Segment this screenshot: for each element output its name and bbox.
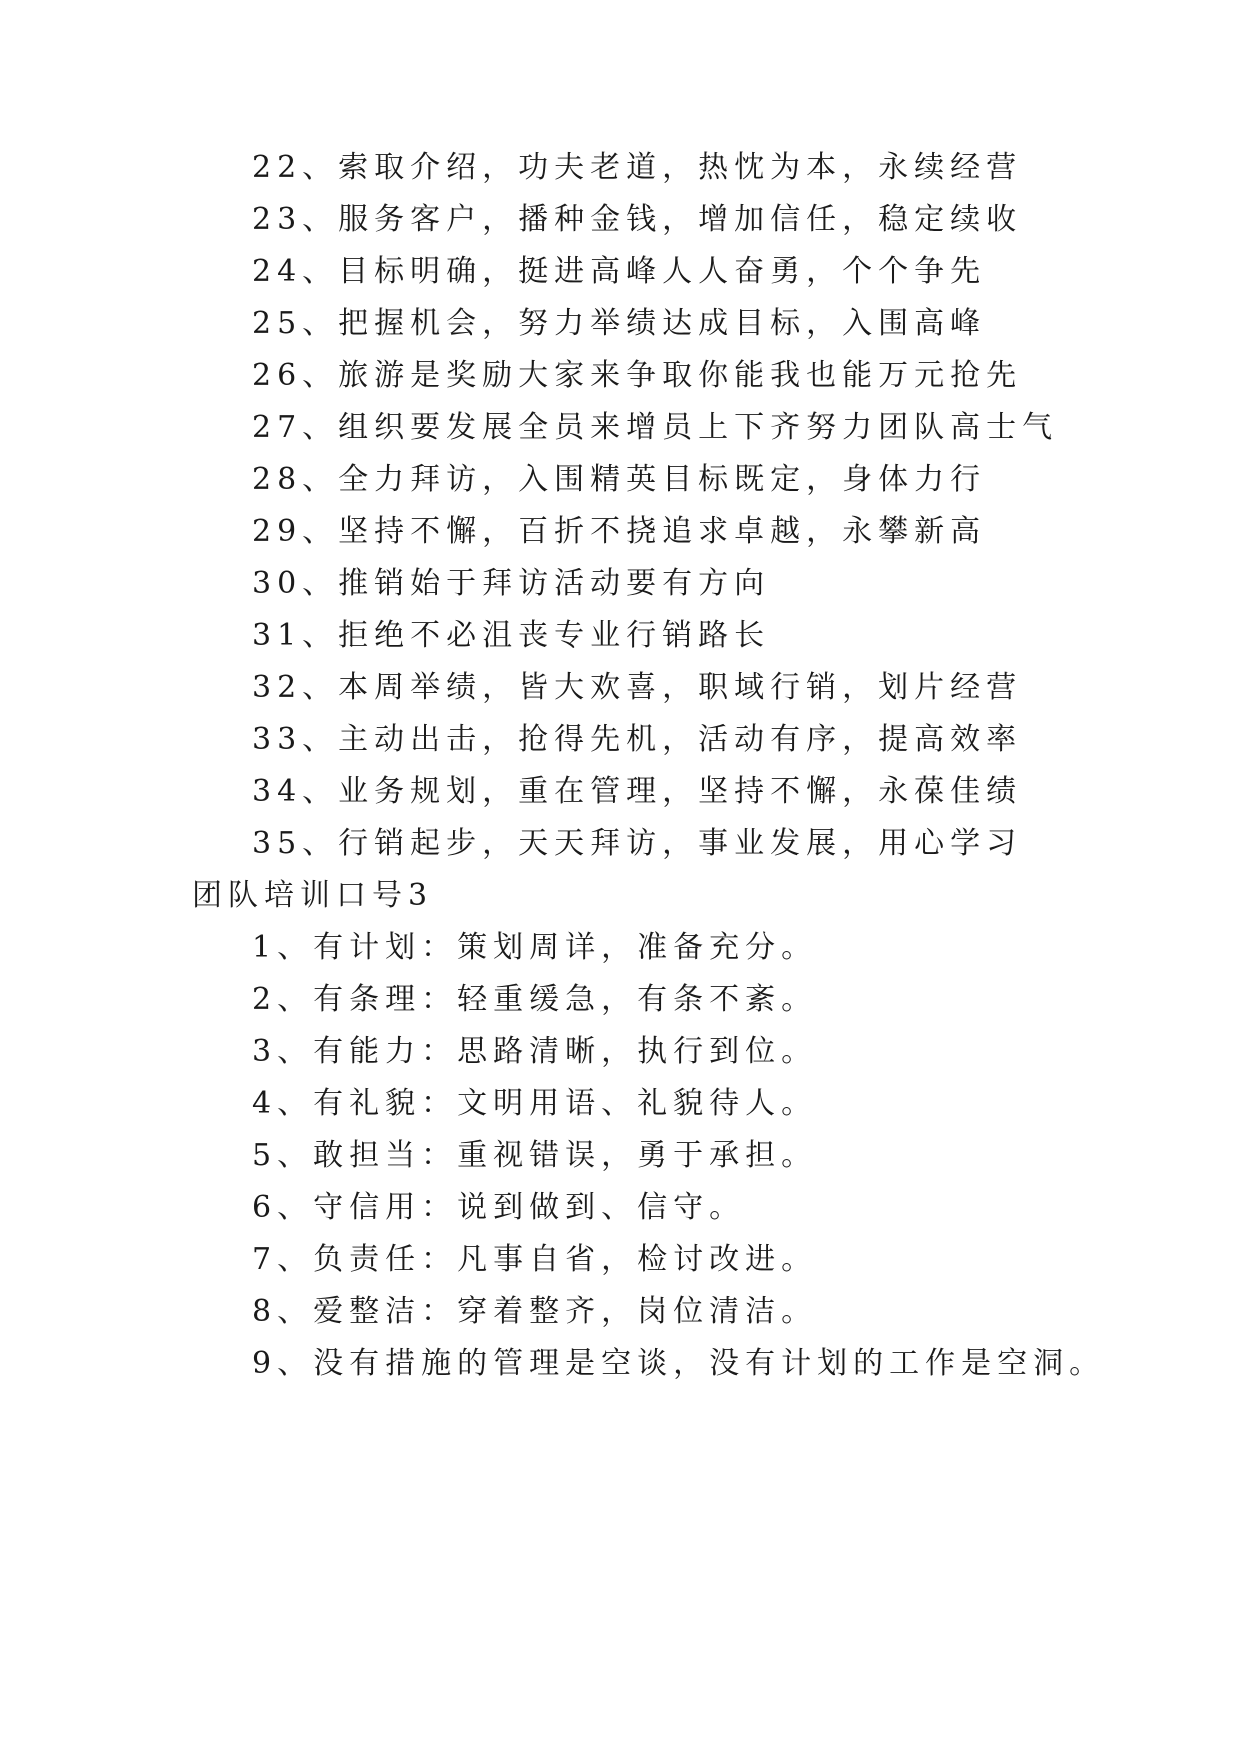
principle-item-7: 7、负责任：凡事自省，检讨改进。: [252, 1242, 818, 1277]
slogan-item-27: 27、组织要发展全员来增员上下齐努力团队高士气: [252, 410, 1059, 445]
slogan-item-34: 34、业务规划，重在管理，坚持不懈，永葆佳绩: [252, 774, 1023, 809]
principle-item-4: 4、有礼貌：文明用语、礼貌待人。: [252, 1086, 818, 1121]
principle-item-9: 9、没有措施的管理是空谈，没有计划的工作是空洞。: [252, 1346, 1106, 1381]
slogan-item-35: 35、行销起步，天天拜访，事业发展，用心学习: [252, 826, 1023, 861]
slogan-item-26: 26、旅游是奖励大家来争取你能我也能万元抢先: [252, 358, 1023, 393]
section-heading: 团队培训口号3: [192, 878, 434, 913]
principle-item-5: 5、敢担当：重视错误，勇于承担。: [252, 1138, 818, 1173]
principle-item-6: 6、守信用：说到做到、信守。: [252, 1190, 746, 1225]
slogan-item-30: 30、推销始于拜访活动要有方向: [252, 566, 771, 601]
slogan-item-33: 33、主动出击，抢得先机，活动有序，提高效率: [252, 722, 1023, 757]
slogan-item-23: 23、服务客户，播种金钱，增加信任，稳定续收: [252, 202, 1023, 237]
slogan-item-29: 29、坚持不懈，百折不挠追求卓越，永攀新高: [252, 514, 987, 549]
slogan-item-22: 22、索取介绍，功夫老道，热忱为本，永续经营: [252, 150, 1023, 185]
principle-item-8: 8、爱整洁：穿着整齐，岗位清洁。: [252, 1294, 818, 1329]
slogan-item-25: 25、把握机会，努力举绩达成目标，入围高峰: [252, 306, 987, 341]
slogan-item-24: 24、目标明确，挺进高峰人人奋勇，个个争先: [252, 254, 987, 289]
principle-item-1: 1、有计划：策划周详，准备充分。: [252, 930, 818, 965]
slogan-item-28: 28、全力拜访，入围精英目标既定，身体力行: [252, 462, 987, 497]
slogan-item-32: 32、本周举绩，皆大欢喜，职域行销，划片经营: [252, 670, 1023, 705]
principle-item-2: 2、有条理：轻重缓急，有条不紊。: [252, 982, 818, 1017]
principle-item-3: 3、有能力：思路清晰，执行到位。: [252, 1034, 818, 1069]
slogan-item-31: 31、拒绝不必沮丧专业行销路长: [252, 618, 771, 653]
